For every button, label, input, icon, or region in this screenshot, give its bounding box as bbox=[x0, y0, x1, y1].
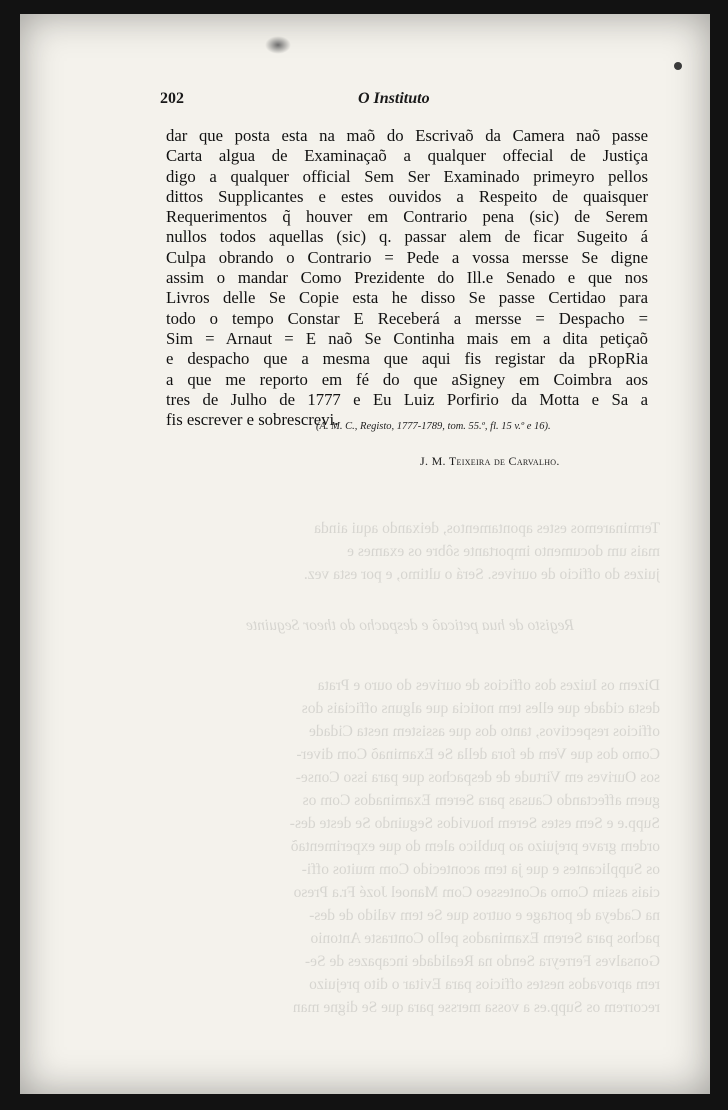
text-line: Culpa obrando o Contrario = Pede a vossa mersse Se digne bbox=[166, 247, 648, 267]
text-line: Carta algua de Examinaçaõ a qualquer offecial de Justiça bbox=[166, 146, 648, 166]
text-line: tres de Julho de 1777 e Eu Luiz Porfirio da Motta e Sa a bbox=[166, 389, 648, 409]
running-title: O Instituto bbox=[358, 90, 430, 107]
text-line: Livros delle Se Copie esta he disso Se passe Certidao para bbox=[166, 288, 648, 308]
text-line: assim o mandar Como Prezidente do Ill.e Senado e que nos bbox=[166, 268, 648, 288]
bleed-through-heading: Registo de hua peticaõ e despacho do theor Seguinte bbox=[246, 617, 575, 634]
text-line: Requerimentos q̃ houver em Contrario pena (sic) de Serem bbox=[166, 207, 648, 227]
bleed-through-text-2: Dizem os Iuizes dos officios de ourives do ouro e Prata desta cidade que elles tem noticia que alguns officiais dos officios respectivos, tanto dos que assistem nesta Cidade Como dos que Vem de fora della Se Examinaõ Com diver- sos Ourives em Virtude de despachos que para isso Conse- guem affectando Causas para Serem Examinados Com os Supp.e e Sem estes Serem houvidos Seguindo Se deste des- ordem grave prejuizo ao publico alem do que experimentaõ os Supplicantes e que ja tem acontecido Com muitos offi- ciais assim Como aContesseo Com Manoel Jozé Fr.a Preso na Cadeya de portage e outros que Se tem valido de des- pachos para Serem Examinados pello Contraste Antonio Gonsalves Ferreyra Sendo na Realidade incapazes de Se- rem aprovados nestes officios para Evitar o dito prejuizo recorrem os Supp.es a vossa mersse para que Se digne man bbox=[289, 677, 660, 1016]
source-citation: (A. M. C., Registo, 1777-1789, tom. 55.º, fl. 15 v.º e 16). bbox=[316, 421, 551, 432]
page-number: 202 bbox=[160, 90, 184, 107]
bleed-through-text: Terminaremos estes apontamentos, deixando aqui ainda mais um documento importante sôbre os exames e juizes do officio de ourives. Será o ultimo, e por esta vez. bbox=[303, 520, 660, 583]
text-line: dittos Supplicantes e estes ouvidos a Respeito de quaisquer bbox=[166, 186, 648, 206]
text-line: a que me reporto em fé do que aSigney em Coimbra aos bbox=[166, 369, 648, 389]
author-signature: J. M. Teixeira de Carvalho. bbox=[420, 454, 560, 468]
text-line: todo o tempo Constar E Receberá a mersse = Despacho = bbox=[166, 308, 648, 328]
ink-dot bbox=[674, 62, 682, 70]
text-line: dar que posta esta na maõ do Escrivaõ da Camera naõ passe bbox=[166, 126, 648, 145]
document-body bbox=[166, 126, 648, 430]
text-line: fis escrever e sobrescrevi. bbox=[166, 410, 339, 430]
text-line: e despacho que a mesma que aqui fis registar da pRopRia bbox=[166, 349, 648, 369]
ink-blot bbox=[265, 36, 291, 54]
text-line: digo a qualquer official Sem Ser Examinado primeyro pellos bbox=[166, 166, 648, 186]
text-line: nullos todos aquellas (sic) q. passar alem de ficar Sugeito á bbox=[166, 227, 648, 247]
document-page bbox=[20, 14, 710, 1094]
text-line: Sim = Arnaut = E naõ Se Continha mais em a dita petiçaõ bbox=[166, 328, 648, 348]
